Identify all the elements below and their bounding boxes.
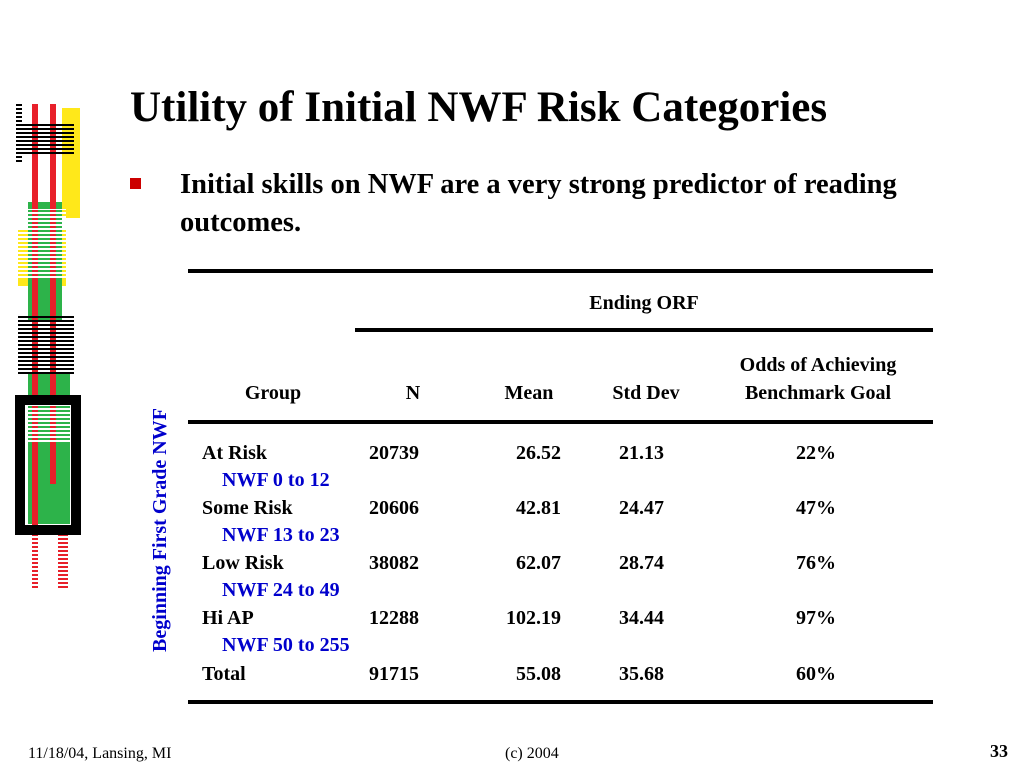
col-header-odds-line1: Odds of Achieving [739, 354, 897, 376]
row-mean: 55.08 [516, 663, 561, 685]
row-mean: 26.52 [516, 442, 561, 464]
row-n: 91715 [369, 663, 419, 685]
row-n: 20606 [369, 497, 419, 519]
page-number: 33 [990, 741, 1008, 761]
decorative-stripes-graphic [14, 104, 84, 589]
row-odds: 47% [796, 497, 836, 519]
table-bottom-rule [188, 700, 933, 704]
row-mean: 42.81 [516, 497, 561, 519]
table-top-rule [188, 269, 933, 273]
row-mean: 62.07 [516, 552, 561, 574]
square-bullet-icon [130, 178, 141, 189]
row-group-total: Total [202, 663, 246, 685]
row-nwf-range: NWF 50 to 255 [222, 634, 350, 656]
row-std-dev: 21.13 [619, 442, 664, 464]
row-n: 12288 [369, 607, 419, 629]
row-group-low-risk: Low Risk [202, 552, 284, 574]
column-header-rule [188, 420, 933, 424]
col-header-group: Group [244, 382, 302, 404]
row-n: 38082 [369, 552, 419, 574]
slide-title: Utility of Initial NWF Risk Categories [130, 84, 828, 131]
row-mean: 102.19 [506, 607, 561, 629]
row-nwf-range: NWF 0 to 12 [222, 469, 330, 491]
row-odds: 22% [796, 442, 836, 464]
row-nwf-range: NWF 24 to 49 [222, 579, 340, 601]
group-header-rule [355, 328, 933, 332]
row-odds: 97% [796, 607, 836, 629]
row-std-dev: 24.47 [619, 497, 664, 519]
row-group-at-risk: At Risk [202, 442, 268, 464]
row-n: 20739 [369, 442, 419, 464]
col-header-std-dev: Std Dev [612, 382, 680, 404]
col-header-odds-line2: Benchmark Goal [744, 382, 892, 404]
row-odds: 76% [796, 552, 836, 574]
footer-copyright: (c) 2004 [505, 745, 559, 762]
col-header-n: N [405, 382, 421, 404]
row-odds: 60% [796, 663, 836, 685]
rotated-axis-label: Beginning First Grade NWF [149, 408, 171, 652]
row-std-dev: 35.68 [619, 663, 664, 685]
col-header-mean: Mean [504, 382, 554, 404]
bullet-text: Initial skills on NWF are a very strong predictor of reading outcomes. [180, 169, 897, 238]
row-std-dev: 34.44 [619, 607, 664, 629]
row-group-some-risk: Some Risk [202, 497, 293, 519]
row-group-hi-ap: Hi AP [202, 607, 254, 629]
row-nwf-range: NWF 13 to 23 [222, 524, 340, 546]
row-std-dev: 28.74 [619, 552, 664, 574]
footer-date-location: 11/18/04, Lansing, MI [28, 745, 172, 762]
group-header-ending-orf: Ending ORF [589, 292, 699, 314]
